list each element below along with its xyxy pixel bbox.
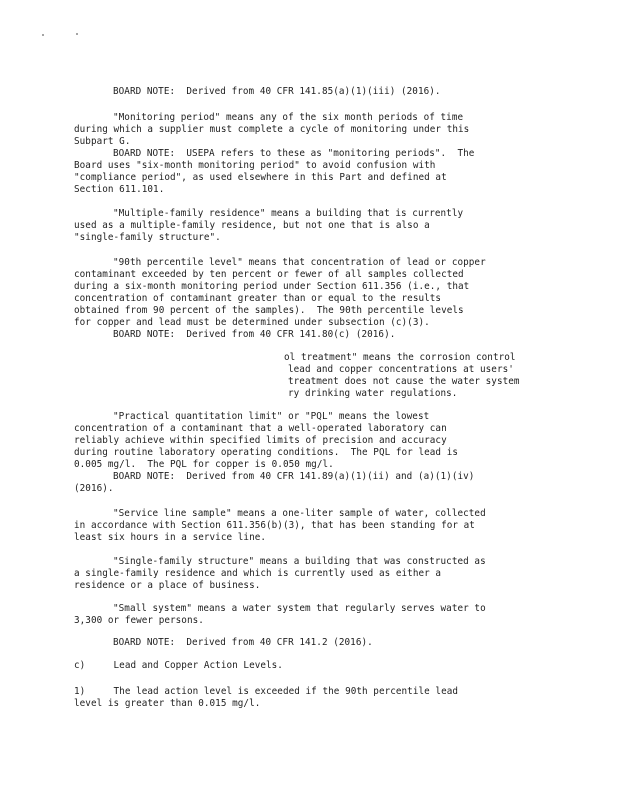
definition-line: obtained from 90 percent of the samples). The 90th percentile levels [74,305,464,316]
definition-line: 0.005 mg/l. The PQL for copper is 0.050 mg/l. [74,459,334,470]
fragment-line: lead and copper concentrations at users' [288,364,514,375]
scan-speck [42,34,44,36]
board-note-line: BOARD NOTE: Derived from 40 CFR 141.80(c) (2016). [113,329,396,340]
board-note-line: Board uses "six-month monitoring period" to avoid confusion with [74,160,436,171]
definition-line: least six hours in a service line. [74,532,267,543]
definition-line: concentration of contaminant greater than or equal to the results [74,293,442,304]
definition-line: during which a supplier must complete a cycle of monitoring under this [74,124,470,135]
definition-line: "Service line sample" means a one-liter sample of water, collected [113,508,486,519]
definition-line: a single-family residence and which is currently used as either a [74,568,442,579]
fragment-line: ry drinking water regulations. [288,388,458,399]
definition-line: in accordance with Section 611.356(b)(3), that has been standing for at [74,520,475,531]
definition-line: for copper and lead must be determined under subsection (c)(3). [74,317,430,328]
definition-line: concentration of a contaminant that a well-operated laboratory can [74,423,447,434]
definition-line: "Multiple-family residence" means a building that is currently [113,208,464,219]
definition-line: "single-family structure". [74,232,221,243]
definition-line: "Single-family structure" means a building that was constructed as [113,556,486,567]
board-note-line: BOARD NOTE: Derived from 40 CFR 141.85(a)(1)(iii) (2016). [113,86,441,97]
definition-line: "90th percentile level" means that concentration of lead or copper [113,257,486,268]
definition-line: contaminant exceeded by ten percent or fewer of all samples collected [74,269,464,280]
board-note-line: BOARD NOTE: USEPA refers to these as "monitoring periods". The [113,148,475,159]
definition-line: during a six-month monitoring period under Section 611.356 (i.e., that [74,281,470,292]
definition-line: used as a multiple-family residence, but not one that is also a [74,220,430,231]
subsection-item-line: level is greater than 0.015 mg/l. [74,698,261,709]
board-note-line: BOARD NOTE: Derived from 40 CFR 141.2 (2016). [113,637,373,648]
definition-line: residence or a place of business. [74,580,261,591]
board-note-line: "compliance period", as used elsewhere in this Part and defined at [74,172,447,183]
definition-line: reliably achieve within specified limits of precision and accuracy [74,435,447,446]
definition-line: Subpart G. [74,136,131,147]
definition-line: "Practical quantitation limit" or "PQL" means the lowest [113,411,430,422]
definition-line: 3,300 or fewer persons. [74,615,204,626]
fragment-line: ol treatment" means the corrosion control [284,352,516,363]
board-note-line: Section 611.101. [74,184,165,195]
subsection-item-line: 1) The lead action level is exceeded if the 90th percentile lead [74,686,459,697]
board-note-line: BOARD NOTE: Derived from 40 CFR 141.89(a)(1)(ii) and (a)(1)(iv) [113,471,475,482]
definition-line: "Small system" means a water system that regularly serves water to [113,603,486,614]
subsection-heading: c) Lead and Copper Action Levels. [74,660,283,671]
scan-speck [76,33,78,35]
definition-line: during routine laboratory operating conditions. The PQL for lead is [74,447,459,458]
definition-line: "Monitoring period" means any of the six month periods of time [113,112,464,123]
fragment-line: treatment does not cause the water system [288,376,520,387]
board-note-line: (2016). [74,483,114,494]
